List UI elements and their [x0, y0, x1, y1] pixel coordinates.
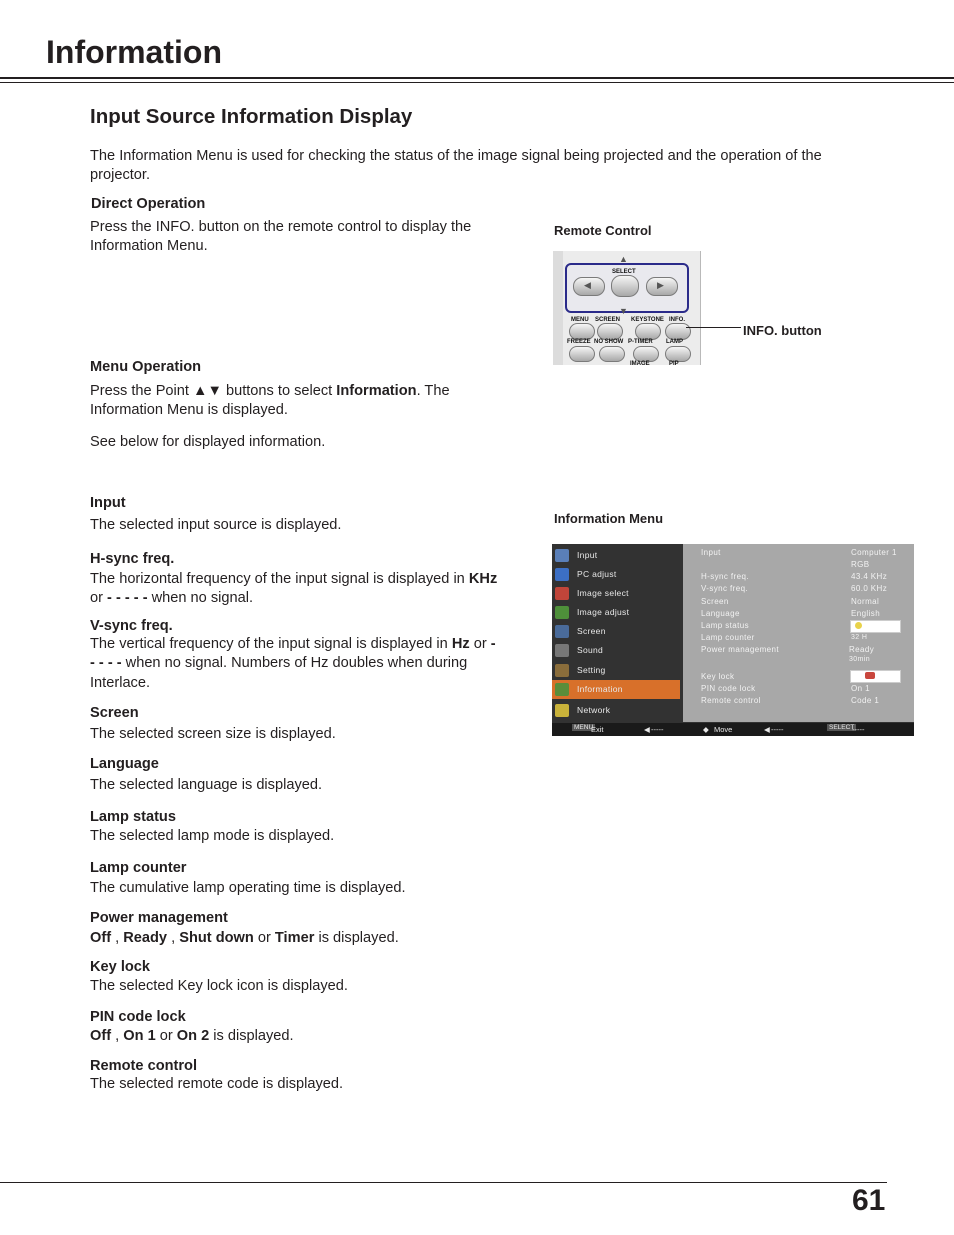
item-heading-pin-code-lock: PIN code lock — [90, 1009, 186, 1025]
lamp-status-box — [850, 620, 901, 633]
item-heading-hsync: H-sync freq. — [90, 551, 175, 567]
keystone-button — [635, 323, 661, 340]
item-text-power-management: Off , Ready , Shut down or Timer is displayed. — [90, 930, 399, 946]
menu-item-pc-adjust: PC adjust — [552, 565, 680, 584]
menu-label: MENU — [571, 317, 589, 323]
item-heading-screen: Screen — [90, 705, 139, 721]
menu-item-information: Information — [552, 680, 680, 699]
menu-button — [569, 323, 595, 340]
info-button-callout: INFO. button — [743, 323, 822, 338]
left-arrow-small-icon: ◀ — [644, 725, 650, 734]
info-value-power-timer: 30min — [849, 656, 871, 663]
info-label-screen: Screen — [701, 597, 729, 606]
header-rule-thin — [0, 82, 954, 83]
no-show-label: NO SHOW — [594, 339, 624, 345]
information-menu-screenshot — [552, 544, 914, 736]
menu-item-screen: Screen — [552, 622, 680, 641]
direct-operation-heading: Direct Operation — [91, 196, 206, 212]
information-panel — [683, 544, 914, 722]
page-number: 61 — [852, 1184, 886, 1217]
lamp-button — [665, 346, 691, 362]
item-heading-language: Language — [90, 756, 159, 772]
menu-item-network: Network — [552, 701, 680, 720]
setting-icon — [555, 664, 569, 677]
menu-item-image-adjust: Image adjust — [552, 603, 680, 622]
info-value-remote-code: Code 1 — [851, 696, 880, 705]
p-timer-label: P-TIMER — [628, 339, 653, 345]
menu-item-sound: Sound — [552, 641, 680, 660]
freeze-button — [569, 346, 595, 362]
menu-item-setting: Setting — [552, 661, 680, 680]
info-value-screen: Normal — [851, 597, 880, 606]
menu-item-input: Input — [552, 546, 680, 565]
info-value-hsync: 43.4 KHz — [851, 572, 888, 581]
sound-icon — [555, 644, 569, 657]
info-value-input-type: RGB — [851, 560, 870, 569]
intro-text: The Information Menu is used for checking the status of the image signal being projected and the operation of the projector. — [90, 148, 822, 184]
menu-operation-text: Press the Point ▲▼ buttons to select Information. The Information Menu is displayed. — [90, 383, 450, 419]
up-arrow-icon: ▲ — [619, 254, 628, 264]
item-text-lamp-counter: The cumulative lamp operating time is displayed. — [90, 880, 406, 896]
key-lock-icon — [865, 672, 875, 679]
section-title: Input Source Information Display — [90, 105, 413, 128]
down-arrow-icon: ▼ — [619, 306, 628, 316]
item-text-input: The selected input source is displayed. — [90, 517, 342, 533]
info-label-pin-code-lock: PIN code lock — [701, 684, 756, 693]
move-label: Move — [714, 725, 733, 734]
info-label-key-lock: Key lock — [701, 672, 735, 681]
item-text-remote-control: The selected remote code is displayed. — [90, 1076, 344, 1092]
item-text-screen: The selected screen size is displayed. — [90, 726, 336, 742]
input-icon — [555, 549, 569, 562]
info-label-language: Language — [701, 609, 740, 618]
menu-list — [552, 544, 680, 722]
screen-icon — [555, 625, 569, 638]
info-label-input: Input — [701, 548, 721, 557]
info-label-remote-control: Remote control — [701, 696, 761, 705]
select-label: SELECT — [612, 269, 636, 275]
no-show-button — [599, 346, 625, 362]
item-text-language: The selected language is displayed. — [90, 777, 323, 793]
menu-operation-heading: Menu Operation — [90, 359, 202, 375]
info-value-pin-code: On 1 — [851, 684, 870, 693]
info-button-callout-line — [686, 327, 741, 328]
lamp-icon — [855, 622, 862, 629]
item-heading-key-lock: Key lock — [90, 959, 151, 975]
info-label: INFO. — [669, 317, 685, 323]
item-text-key-lock: The selected Key lock icon is displayed. — [90, 978, 348, 994]
information-icon — [555, 683, 569, 696]
remote-edge — [553, 251, 563, 365]
information-menu-caption: Information Menu — [554, 511, 664, 526]
select-button — [611, 275, 639, 297]
screen-label: SCREEN — [595, 317, 621, 323]
image-label: IMAGE — [630, 361, 650, 365]
item-text-vsync: The vertical frequency of the input signal is displayed in Hz or - - - - - when no signal. Numbers of Hz doubles when during Interlace. — [90, 636, 496, 691]
item-text-pin-code-lock: Off , On 1 or On 2 is displayed. — [90, 1028, 294, 1044]
image-adjust-icon — [555, 606, 569, 619]
item-heading-lamp-status: Lamp status — [90, 809, 176, 825]
freeze-label: FREEZE — [567, 339, 591, 345]
exit-label: Exit — [591, 725, 604, 734]
select-key-badge: SELECT — [829, 724, 855, 731]
item-heading-power-management: Power management — [90, 910, 228, 926]
right-arrow-icon: ▶ — [657, 280, 664, 290]
pc-adjust-icon — [555, 568, 569, 581]
menu-item-image-select: Image select — [552, 584, 680, 603]
see-below-text: See below for displayed information. — [90, 434, 326, 450]
info-value-vsync: 60.0 KHz — [851, 584, 888, 593]
pip-label: PIP — [669, 361, 679, 365]
remote-control-caption: Remote Control — [554, 223, 652, 238]
item-heading-input: Input — [90, 495, 126, 511]
bar-dash-3: ----- — [852, 725, 865, 734]
screen-button — [597, 323, 623, 340]
info-value-language: English — [851, 609, 881, 618]
footer-rule — [0, 1182, 887, 1183]
info-label-lamp-counter: Lamp counter — [701, 633, 755, 642]
bar-dash-2: ----- — [771, 725, 784, 734]
left-arrow-icon: ◀ — [584, 280, 591, 290]
image-select-icon — [555, 587, 569, 600]
item-heading-remote-control: Remote control — [90, 1058, 198, 1074]
info-label-hsync: H-sync freq. — [701, 572, 749, 581]
p-timer-button — [633, 346, 659, 362]
bar-dash-1: ----- — [651, 725, 664, 734]
item-text-lamp-status: The selected lamp mode is displayed. — [90, 828, 335, 844]
info-value-input-source: Computer 1 — [851, 548, 897, 557]
info-label-power-management: Power management — [701, 645, 779, 654]
item-heading-vsync: V-sync freq. — [90, 618, 173, 634]
remote-control-image — [553, 251, 701, 365]
info-value-lamp-counter: 32 H — [851, 634, 868, 641]
right-arrow-small-icon: ◀ — [764, 725, 770, 734]
header-rule — [0, 77, 954, 79]
menu-key-badge: MENU — [574, 724, 594, 731]
item-text-hsync: The horizontal frequency of the input signal is displayed in KHz or - - - - - when no signal. — [90, 571, 498, 607]
item-heading-lamp-counter: Lamp counter — [90, 860, 187, 876]
network-icon — [555, 704, 569, 717]
info-button — [665, 323, 691, 340]
lamp-label: LAMP — [666, 339, 683, 345]
info-value-power-state: Ready — [849, 645, 875, 654]
page-title: Information — [46, 34, 222, 70]
menu-status-bar — [552, 723, 914, 736]
key-lock-box — [850, 670, 901, 683]
keystone-label: KEYSTONE — [631, 317, 664, 323]
up-down-arrows-icon: ◆ — [703, 725, 709, 734]
info-label-lamp-status: Lamp status — [701, 621, 749, 630]
info-label-vsync: V-sync freq. — [701, 584, 749, 593]
direct-operation-text: Press the INFO. button on the remote control to display the Information Menu. — [90, 219, 472, 255]
